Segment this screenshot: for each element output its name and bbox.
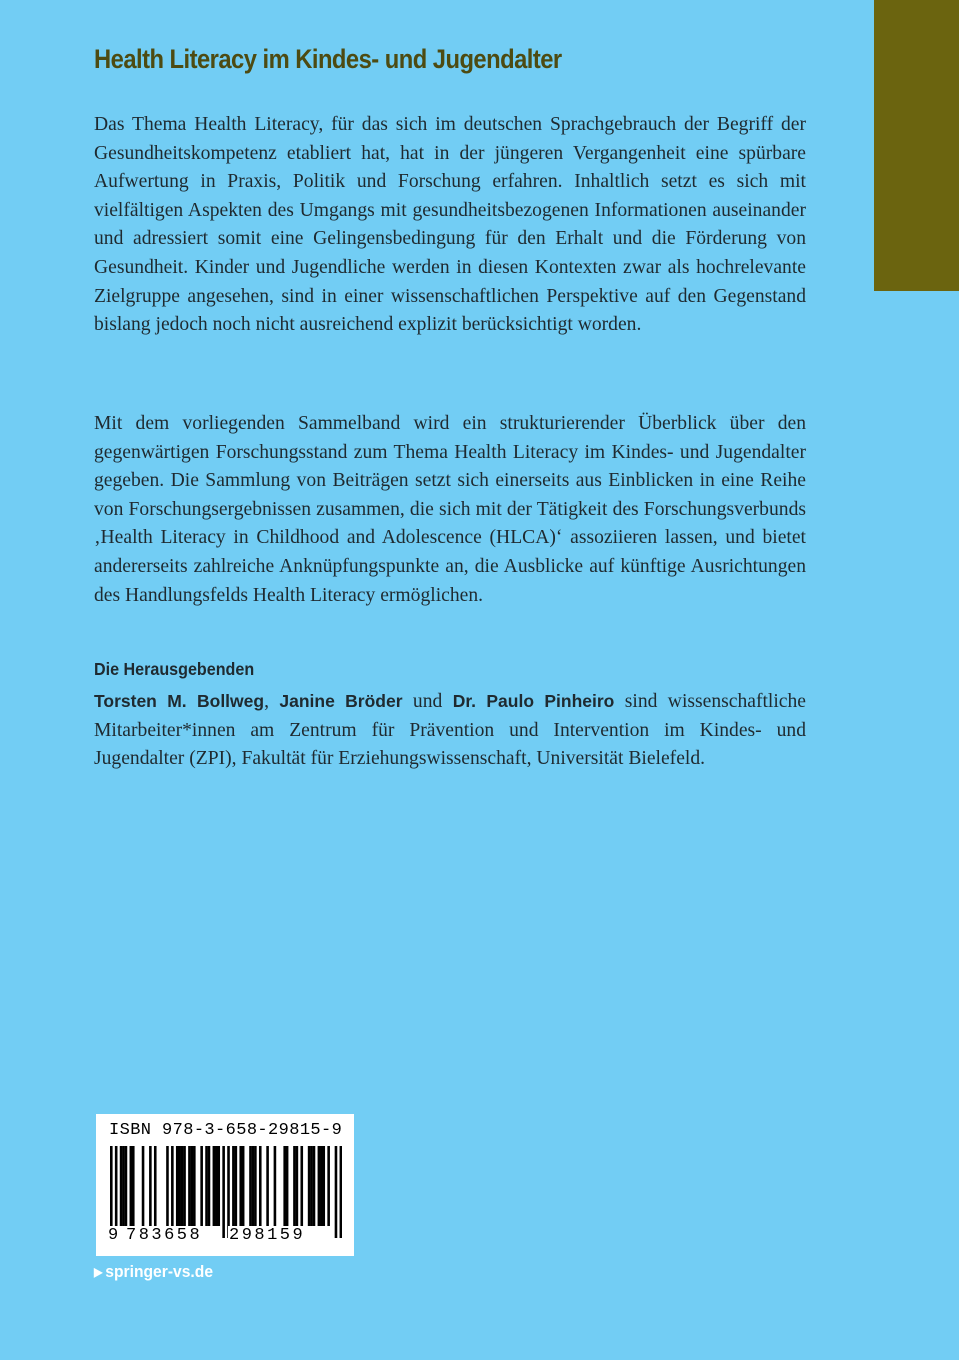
barcode-bar: [266, 1146, 269, 1226]
play-arrow-icon: ▶: [94, 1265, 103, 1279]
barcode-bar: [283, 1146, 286, 1226]
barcode-bars: [110, 1146, 342, 1238]
barcode-bar: [340, 1146, 342, 1238]
barcode-bar: [125, 1146, 128, 1226]
barcode-bar: [120, 1146, 123, 1226]
barcode-bar: [215, 1146, 218, 1226]
barcode-bar: [259, 1146, 262, 1226]
color-band: [874, 0, 959, 291]
barcode-bar: [213, 1146, 216, 1226]
barcode-bar: [171, 1146, 174, 1226]
barcode-digit-lead: 9: [108, 1226, 119, 1245]
isbn-label: ISBN 978-3-658-29815-9: [109, 1121, 343, 1140]
barcode-bar: [254, 1146, 257, 1226]
barcode-bar: [132, 1146, 135, 1226]
barcode-bar: [115, 1146, 118, 1238]
editor-name: Janine Bröder: [279, 691, 403, 711]
barcode-bar: [252, 1146, 255, 1226]
barcode-bar: [242, 1146, 245, 1226]
barcode-bar: [335, 1146, 338, 1238]
barcode-bar: [122, 1146, 125, 1226]
barcode-bar: [176, 1146, 179, 1226]
barcode-bar: [320, 1146, 323, 1226]
book-title: Health Literacy im Kindes- und Jugendalter: [94, 44, 562, 74]
barcode-bar: [110, 1146, 113, 1238]
barcode-bar: [178, 1146, 181, 1226]
barcode-bar: [222, 1146, 225, 1238]
barcode-bar: [308, 1146, 311, 1226]
barcode-bar: [239, 1146, 242, 1226]
barcode-bar: [130, 1146, 133, 1226]
barcode-bar: [232, 1146, 235, 1226]
barcode-digits-group-2: 298159: [229, 1226, 306, 1245]
barcode-digits-group-1: 783658: [126, 1226, 203, 1245]
editors-heading: Die Herausgebenden: [94, 659, 255, 679]
barcode-bar: [181, 1146, 184, 1226]
barcode-bar: [249, 1146, 252, 1226]
editors-description: sind wissenschaftliche Mitarbeiter*innen am Zentrum für Prävention und Intervention im Kindes- und Jugendalter (ZPI), Fakultät für Erziehungswissenschaft, Universität Bielefeld.: [94, 691, 806, 770]
editor-name: Dr. Paulo Pinheiro: [452, 691, 615, 711]
barcode-bar: [274, 1146, 277, 1226]
barcode-bar: [318, 1146, 321, 1226]
barcode-bar: [193, 1146, 196, 1226]
editor-name: Torsten M. Bollweg: [94, 691, 265, 711]
barcode-bar: [142, 1146, 145, 1226]
barcode-bar: [149, 1146, 152, 1226]
barcode-bar: [296, 1146, 299, 1226]
separator: und: [402, 691, 453, 712]
barcode-bar: [322, 1146, 325, 1226]
barcode-bar: [183, 1146, 186, 1226]
barcode-bar: [286, 1146, 289, 1226]
blurb-paragraph-2: Mit dem vorliegenden Sammelband wird ein strukturierender Überblick über den gegenwärtigen Forschungsstand zum Thema Health Literacy im Kindes- und Jugendalter gegeben. Die Sammlung von Beiträgen setzt sich einerseits aus Einblicken in eine Reihe von Forschungsergebnissen zusammen, die sich mit der Tätigkeit des Forschungsverbunds ‚Health Literacy in Childhood and Adolescence (HLCA)‘ assoziieren lassen, und bietet andererseits zahlreiche Anknüpfungspunkte an, die Ausblicke auf künftige Ausrichtungen des Handlungsfelds Health Literacy ermöglichen.: [94, 413, 806, 606]
publisher-url-text: springer-vs.de: [105, 1262, 214, 1281]
separator: ,: [264, 691, 280, 712]
isbn-barcode: [96, 1114, 354, 1256]
barcode-bar: [327, 1146, 330, 1226]
barcode-bar: [300, 1146, 303, 1226]
barcode-bar: [200, 1146, 203, 1226]
barcode-bar: [217, 1146, 220, 1226]
barcode-bar: [166, 1146, 169, 1226]
barcode-bar: [235, 1146, 238, 1226]
barcode-bar: [313, 1146, 316, 1226]
barcode-bar: [208, 1146, 211, 1226]
editors-paragraph: [94, 687, 806, 774]
barcode-bar: [191, 1146, 194, 1226]
barcode-bar: [227, 1146, 230, 1238]
barcode-bar: [310, 1146, 313, 1226]
barcode-bar: [188, 1146, 191, 1226]
blurb-paragraph-1: Das Thema Health Literacy, für das sich im deutschen Sprachgebrauch der Begriff der Gesundheitskompetenz etabliert hat, hat in der jüngeren Vergangenheit eine spürbare Aufwertung in Praxis, Politik und Forschung erfahren. Inhaltlich setzt es sich mit vielfältigen Aspekten des Umgangs mit gesundheitsbezogenen Informationen auseinander und adressiert somit eine Gelingensbedingung für den Erhalt und die Förderung von Gesundheit. Kinder und Jugendliche werden in diesen Kontexten zwar als hochrelevante Zielgruppe angesehen, sind in einer wissenschaftlichen Perspektive auf den Gegenstand bislang jedoch noch nicht ausreichend explizit berücksichtigt worden.: [94, 114, 806, 336]
barcode-bar: [205, 1146, 208, 1226]
publisher-url[interactable]: [94, 1262, 213, 1282]
barcode-bar: [293, 1146, 296, 1226]
barcode-bar: [154, 1146, 157, 1226]
